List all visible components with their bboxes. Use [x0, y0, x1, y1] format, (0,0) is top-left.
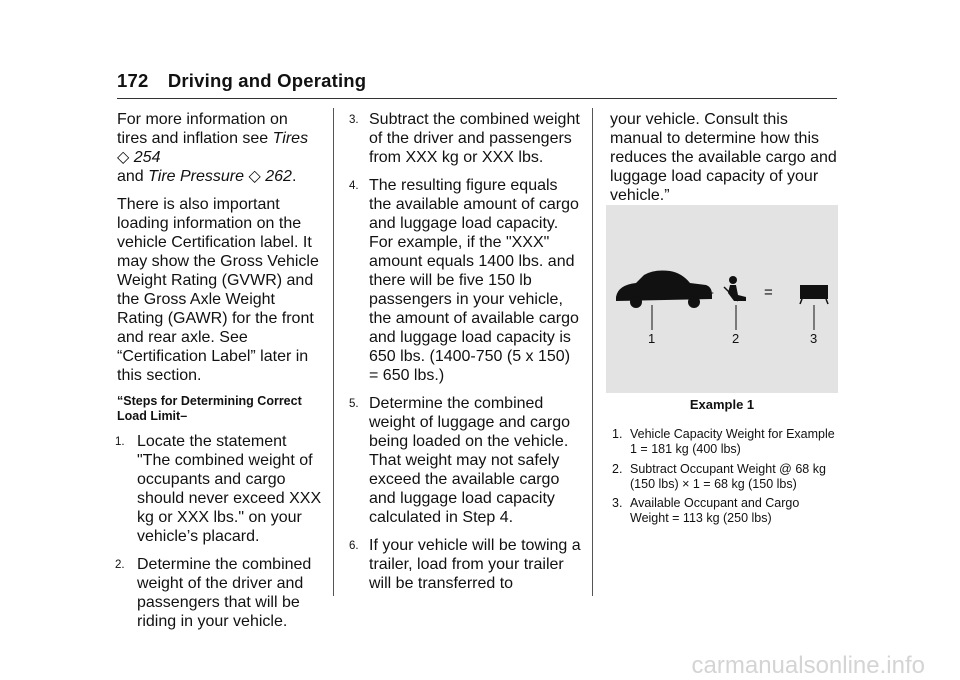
tire-pressure-link[interactable]: Tire Pressure — [148, 168, 245, 185]
figure-caption: Example 1 — [689, 397, 755, 412]
note-text: Available Occupant and Cargo Weight = 113 kg (250 lbs) — [630, 496, 800, 526]
tires-page-ref[interactable]: 254 — [133, 149, 161, 166]
column-divider-2 — [592, 108, 593, 596]
step-item — [117, 555, 322, 631]
step-number: 4. — [349, 180, 359, 192]
step-text: If your vehicle will be towing a trailer, load from your trailer will be transferred to — [369, 537, 581, 592]
step-number: 5. — [349, 398, 359, 410]
step-item — [117, 432, 322, 546]
step-text: Locate the statement "The combined weight of occupants and cargo should never exceed XXX kg or XXX lbs." on your vehicle’s placard. — [137, 433, 322, 545]
note-item — [612, 427, 838, 458]
note-number: 1. — [612, 427, 623, 441]
column-2 — [351, 110, 581, 602]
step-number: 6. — [349, 540, 359, 552]
minus-operator: – — [705, 284, 714, 301]
note-text: Subtract Occupant Weight @ 68 kg (150 lbs) × 1 = 68 kg (150 lbs) — [630, 461, 826, 491]
note-number: 2. — [612, 461, 623, 476]
load-equation-illustration — [606, 205, 838, 393]
certification-paragraph: There is also important loading information on the vehicle Certification label. It may show the Gross Vehicle Weight Rating (GVWR) and the Gross Axle Weight Rating (GAWR) for the front and rear axle. See “Certification Label” later in this section. — [117, 196, 319, 384]
column-3 — [610, 110, 838, 214]
note-number: 3. — [612, 496, 623, 511]
figure-label-2: 2 — [732, 331, 740, 346]
tires-reference-paragraph: For more information on tires and inflation see Tires ◇ 254 and Tire Pressure ◇ 262. — [117, 111, 309, 185]
note-text: Vehicle Capacity Weight for Example 1 = 181 kg (400 lbs) — [630, 427, 835, 457]
page-header — [117, 70, 366, 92]
section-title: Driving and Operating — [167, 70, 367, 91]
page-ref-icon: ◇ — [117, 149, 130, 166]
step-number: 1. — [115, 436, 125, 448]
figure-label-3: 3 — [810, 331, 818, 346]
steps-list — [117, 432, 322, 631]
note-item — [612, 462, 838, 493]
step-text: Determine the combined weight of the driver and passengers that will be riding in your vehicle. — [137, 556, 312, 630]
page-number: 172 — [117, 70, 149, 91]
step-item — [351, 110, 581, 167]
steps-heading: “Steps for Determining Correct Load Limit– — [117, 394, 302, 423]
page-ref-icon: ◇ — [248, 168, 261, 185]
watermark-text: carmanualsonline.info — [691, 652, 925, 679]
step-text: The resulting figure equals the available amount of cargo and luggage load capacity. For example, if the "XXX" amount equals 1400 lbs. and there will be five 150 lb passengers in your vehicle, the amount of available cargo and luggage load capacity is 650 lbs. (1400-750 (5 x 150) = 650 lbs.) — [369, 177, 579, 384]
car-icon — [616, 271, 712, 331]
tires-link[interactable]: Tires — [272, 130, 309, 147]
step-number: 3. — [349, 114, 359, 126]
column-1 — [117, 110, 322, 640]
step-text: Subtract the combined weight of the driver and passengers from XXX kg or XXX lbs. — [369, 111, 580, 166]
cargo-box-icon — [800, 285, 828, 330]
continued-paragraph: your vehicle. Consult this manual to determine how this reduces the available cargo and luggage load capacity of your vehicle.” — [610, 111, 837, 204]
seated-occupant-icon — [724, 276, 746, 330]
equals-operator: = — [764, 284, 773, 301]
note-item — [612, 496, 838, 527]
column-divider-1 — [333, 108, 334, 596]
step-number: 2. — [115, 559, 125, 571]
figure-label-1: 1 — [648, 331, 656, 346]
step-item — [351, 176, 581, 385]
step-item — [351, 394, 581, 527]
step-item — [351, 536, 581, 593]
header-rule — [117, 98, 837, 99]
step-text: Determine the combined weight of luggage and cargo being loaded on the vehicle. That weight may not safely exceed the available cargo and luggage load capacity calculated in Step 4. — [369, 395, 571, 526]
tire-pressure-page-ref[interactable]: 262 — [265, 168, 292, 185]
load-example-figure — [606, 205, 838, 393]
figure-notes — [612, 427, 838, 531]
